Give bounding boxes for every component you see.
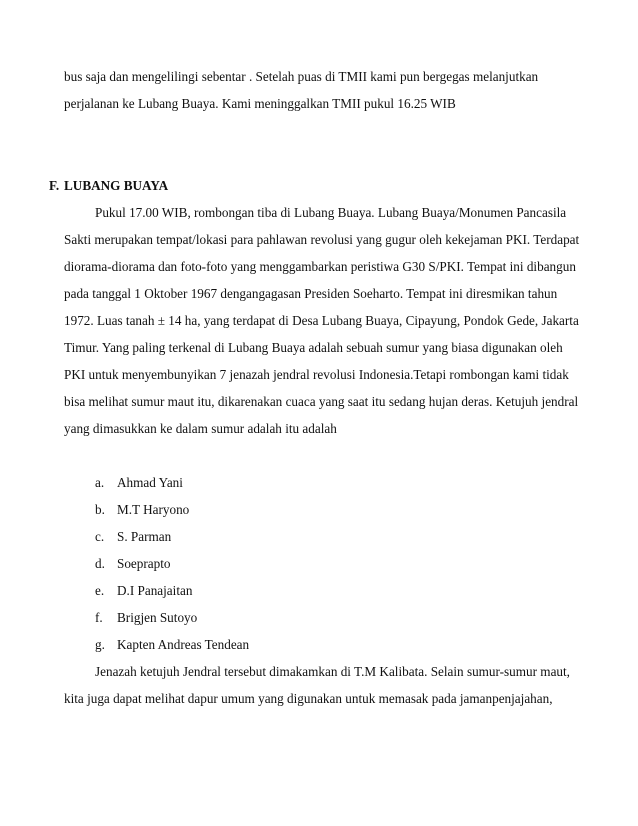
list-item-text: M.T Haryono [117,502,190,517]
section-heading [49,178,249,194]
paragraph-1-line-5: 1972. Luas tanah ± 14 ha, yang terdapat di Desa Lubang Buaya, Cipayung, Pondok Gede, Jakarta [64,313,579,328]
list-marker: e. [95,583,105,598]
list-item-text: Brigjen Sutoyo [117,610,198,625]
list-marker: g. [95,637,105,652]
list-item [95,502,315,518]
list-marker: f. [95,610,103,625]
paragraph-1-line-9: yang dimasukkan ke dalam sumur adalah itu adalah [64,421,337,436]
list-marker: d. [95,556,105,571]
intro-line-2: perjalanan ke Lubang Buaya. Kami meninggalkan TMII pukul 16.25 WIB [64,96,456,111]
paragraph-2-line-1: Jenazah ketujuh Jendral tersebut dimakamkan di T.M Kalibata. Selain sumur-sumur maut, [95,664,570,679]
paragraph-1-line-6: Timur. Yang paling terkenal di Lubang Buaya adalah sebuah sumur yang biasa digunakan oleh [64,340,563,355]
list-item [95,583,315,599]
list-marker: a. [95,475,105,490]
section-number: F. [49,178,60,193]
intro-line-1: bus saja dan mengelilingi sebentar . Setelah puas di TMII kami pun bergegas melanjutkan [64,69,539,84]
list-item-text: Ahmad Yani [117,475,183,490]
list-marker: c. [95,529,105,544]
list-item [95,529,315,545]
paragraph-1-line-3: diorama-diorama dan foto-foto yang menggambarkan peristiwa G30 S/PKI. Tempat ini dibangun [64,259,576,274]
list-item-text: D.I Panajaitan [117,583,193,598]
list-item-text: Kapten Andreas Tendean [117,637,250,652]
list-item-text: S. Parman [117,529,172,544]
list-item [95,610,315,626]
list-marker: b. [95,502,105,517]
paragraph-1-line-1: Pukul 17.00 WIB, rombongan tiba di Lubang Buaya. Lubang Buaya/Monumen Pancasila [95,205,567,220]
section-title: LUBANG BUAYA [64,178,169,193]
list-item-text: Soeprapto [117,556,171,571]
paragraph-1-line-4: pada tanggal 1 Oktober 1967 dengangagasan Presiden Soeharto. Tempat ini diresmikan tahun [64,286,558,301]
paragraph-2-line-2: kita juga dapat melihat dapur umum yang digunakan untuk memasak pada jamanpenjajahan, [64,691,553,706]
paragraph-1-line-2: Sakti merupakan tempat/lokasi para pahlawan revolusi yang gugur oleh kekejaman PKI. Terdapat [64,232,580,247]
paragraph-1-line-8: bisa melihat sumur maut itu, dikarenakan cuaca yang saat itu sedang hujan deras. Ketujuh jendral [64,394,579,409]
list-item [95,475,315,491]
paragraph-1-line-7: PKI untuk menyembunyikan 7 jenazah jendral revolusi Indonesia.Tetapi rombongan kami tidak [64,367,569,382]
list-item [95,637,315,653]
list-item [95,556,315,572]
